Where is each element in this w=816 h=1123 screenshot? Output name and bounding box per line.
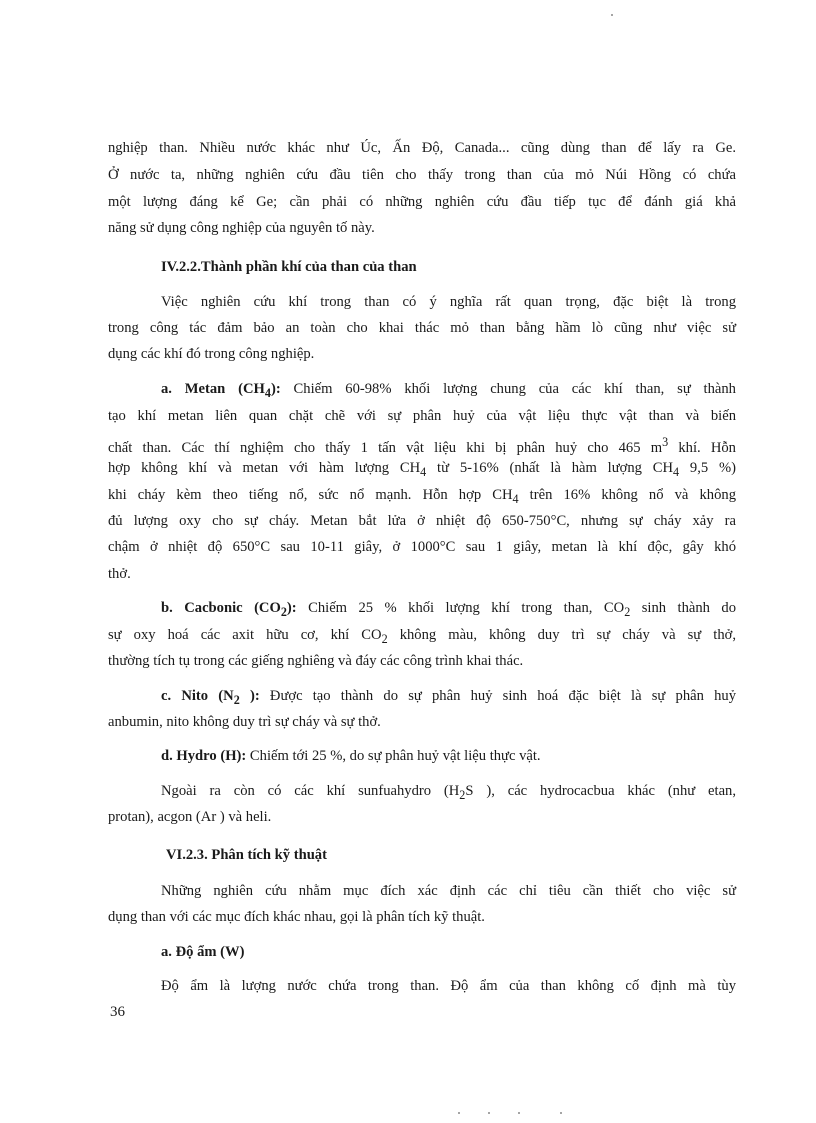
metan-line-2: tạo khí metan liên quan chặt chẽ với sự phân huỷ của vật liệu thực vật than và biến [108,408,736,424]
metan-line-4: hợp không khí và metan với hàm lượng $CH_4$ từ 5-16% (nhất là hàm lượng $CH_4$ 9,5 %) [108,460,736,479]
metan-line-1: a. Metan $(CH_4)$: Chiếm 60-98% khối lượng chung của các khí than, sự thành [161,381,736,400]
nito-line-2: anbumin, nito không duy trì sự cháy và sự thở. [108,714,381,730]
intro-line-2: Ở nước ta, những nghiên cứu đầu tiên cho thấy trong than của mỏ Núi Hồng có chứa [108,167,736,183]
intro-line-3: một lượng đáng kể Ge; cần phải có những nghiên cứu đầu tiếp tục để đánh giá khả [108,194,736,210]
other-gases-line-1: Ngoài ra còn có các khí sunfuahydro ($H_2S$ ), các hydrocacbua khác (như etan, [161,783,736,802]
section-heading-gas: IV.2.2.Thành phần khí của than của than [161,259,417,275]
gas-intro-line-1: Việc nghiên cứu khí trong than có ý nghĩa rất quan trọng, đặc biệt là trong [161,294,736,310]
scan-speck [458,1112,460,1114]
metan-label: a. Metan $(CH_4)$: [161,381,281,400]
cacbonic-label: b. Cacbonic $(CO_2)$: [161,600,297,619]
intro-line-4: năng sử dụng công nghiệp của nguyên tố này. [108,220,375,236]
nito-line-1: c. Nito ($N_2$ ): Được tạo thành do sự phân huỷ sinh hoá đặc biệt là sự phân huỷ [161,688,737,707]
hydro-label: d. Hydro (H): [161,748,247,764]
cacbonic-line-3: thường tích tụ trong các giếng nghiêng và đáy các công trình khai thác. [108,653,524,669]
technical-intro-line-2: dụng than với các mục đích khác nhau, gọi là phân tích kỹ thuật. [108,909,485,925]
nito-label: c. Nito ($N_2$ ): [161,688,260,707]
cacbonic-line-1: b. Cacbonic $(CO_2)$: Chiếm 25 % khối lượng khí trong than, $CO_2$ sinh thành do [161,600,736,619]
moisture-heading: a. Độ ẩm (W) [161,944,245,960]
intro-line-1: nghiệp than. Nhiều nước khác như Úc, Ấn Độ, Canada... cũng dùng than để lấy ra Ge. [108,140,736,156]
gas-intro-line-2: trong công tác đảm bảo an toàn cho khai thác mỏ than bằng hầm lò cũng như việc sử [108,320,736,336]
other-gases-line-2: protan), acgon (Ar ) và heli. [108,809,272,825]
technical-intro-line-1: Những nghiên cứu nhằm mục đích xác định các chỉ tiêu cần thiết cho việc sử [161,883,736,899]
metan-line-3: chất than. Các thí nghiệm cho thấy 1 tấn vật liệu khi bị phân huỷ cho 465 $m^3$ khí. Hỗn [108,435,736,456]
cacbonic-line-2: sự oxy hoá các axit hữu cơ, khí $CO_2$ không màu, không duy trì sự cháy và sự thở, [108,627,736,646]
metan-line-8: thở. [108,566,131,582]
gas-intro-line-3: dụng các khí đó trong công nghiệp. [108,346,315,362]
scan-speck [518,1112,520,1114]
scan-speck [560,1112,562,1114]
metan-line-5: khi cháy kèm theo tiếng nổ, sức nổ mạnh. Hỗn hợp $CH_4$ trên 16% không nổ và không [108,487,736,506]
page-number: 36 [110,1004,125,1020]
moisture-line-1: Độ ẩm là lượng nước chứa trong than. Độ ẩm của than không cố định mà tùy [161,978,736,994]
scan-speck [611,14,613,16]
metan-line-7: chậm ở nhiệt độ 650°C sau 10-11 giây, ở 1000°C sau 1 giây, metan là khí độc, gây khó [108,539,736,555]
section-heading-technical: VI.2.3. Phân tích kỹ thuật [166,847,327,863]
hydro-line-1: d. Hydro (H): Chiếm tới 25 %, do sự phân huỷ vật liệu thực vật. [161,748,541,764]
metan-line-6: đủ lượng oxy cho sự cháy. Metan bắt lửa ở nhiệt độ 650-750°C, nhưng sự cháy xảy ra [108,513,736,529]
scan-speck [488,1112,490,1114]
